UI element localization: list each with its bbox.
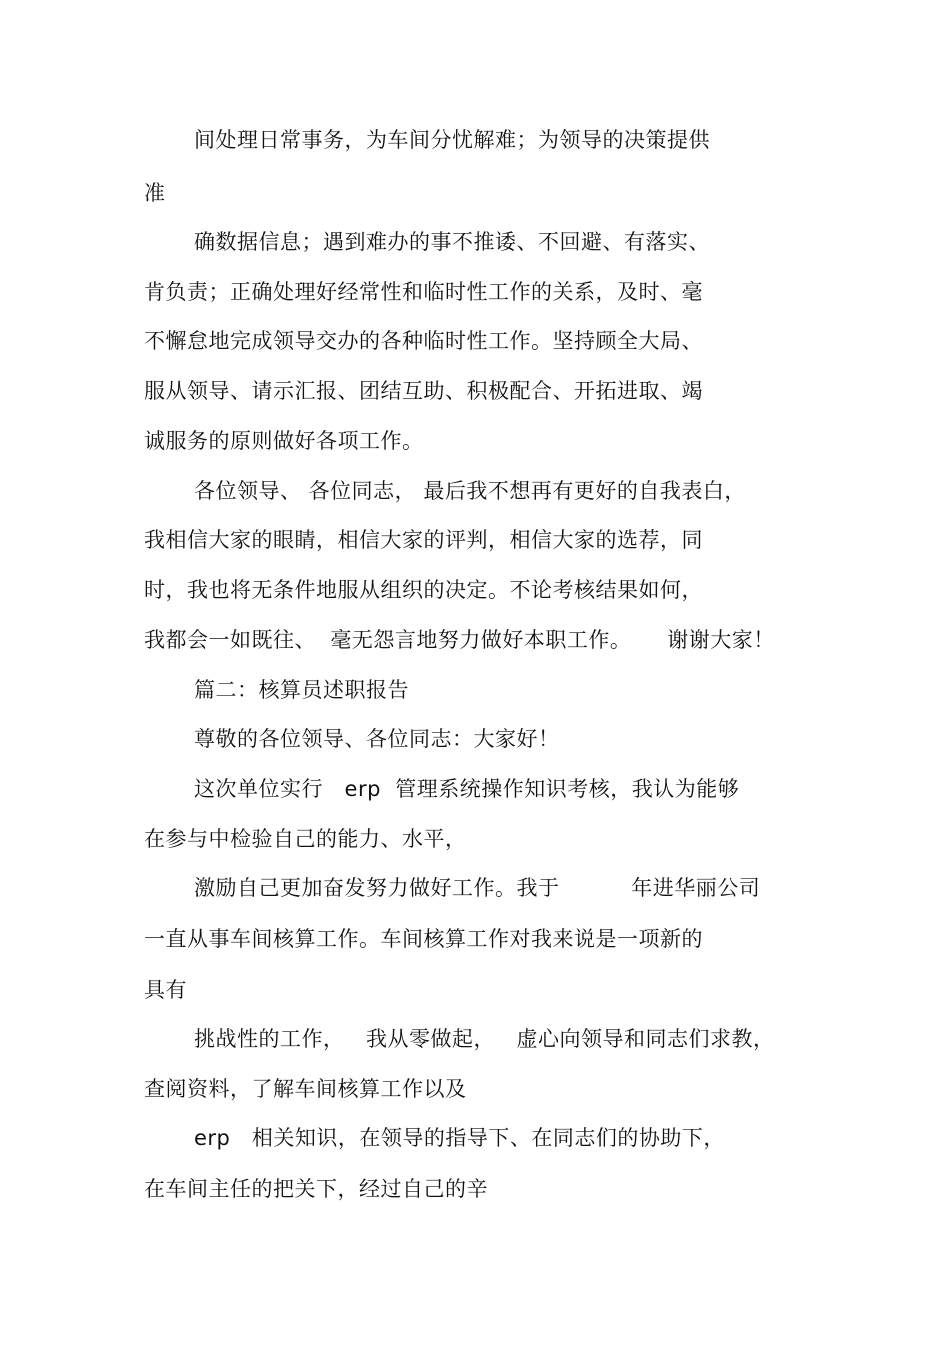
section-heading: 篇二：核算员述职报告 <box>194 678 409 702</box>
text-line: 不懈怠地完成领导交办的各种临时性工作。坚持顾全大局、 <box>144 329 703 353</box>
salutation: 尊敬的各位领导、各位同志：大家好！ <box>194 727 560 751</box>
text-line: 确数据信息；遇到难办的事不推诿、不回避、有落实、 <box>194 230 710 254</box>
text-line: 诚服务的原则做好各项工作。 <box>144 429 424 453</box>
text-line: 这次单位实行 erp 管理系统操作知识考核，我认为能够 <box>194 777 740 801</box>
text-line: 间处理日常事务，为车间分忧解难；为领导的决策提供 <box>194 128 710 152</box>
text-line: 肯负责；正确处理好经常性和临时性工作的关系，及时、毫 <box>144 280 703 304</box>
text-line: 各位领导、 各位同志， 最后我不想再有更好的自我表白， <box>194 479 746 503</box>
text-line: 我相信大家的眼睛，相信大家的评判，相信大家的选荐，同 <box>144 528 703 552</box>
text-line: 查阅资料，了解车间核算工作以及 <box>144 1077 467 1101</box>
text-line: 服从领导、请示汇报、团结互助、积极配合、开拓进取、竭 <box>144 379 703 403</box>
text-line: 时，我也将无条件地服从组织的决定。不论考核结果如何， <box>144 578 703 602</box>
text-line: 准 <box>144 181 166 205</box>
text-line: 在车间主任的把关下，经过自己的辛 <box>144 1177 488 1201</box>
text-line: 一直从事车间核算工作。车间核算工作对我来说是一项新的 <box>144 927 703 951</box>
text-line: 我都会一如既往、 毫无怨言地努力做好本职工作。 谢谢大家！ <box>144 628 775 652</box>
text-line: erp 相关知识，在领导的指导下、在同志们的协助下， <box>194 1126 725 1150</box>
text-line: 具有 <box>144 978 187 1002</box>
text-line: 激励自己更加奋发努力做好工作。我于 年进华丽公司 <box>194 876 761 900</box>
text-line: 在参与中检验自己的能力、水平， <box>144 827 467 851</box>
text-line: 挑战性的工作， 我从零做起， 虚心向领导和同志们求教， <box>194 1027 775 1051</box>
